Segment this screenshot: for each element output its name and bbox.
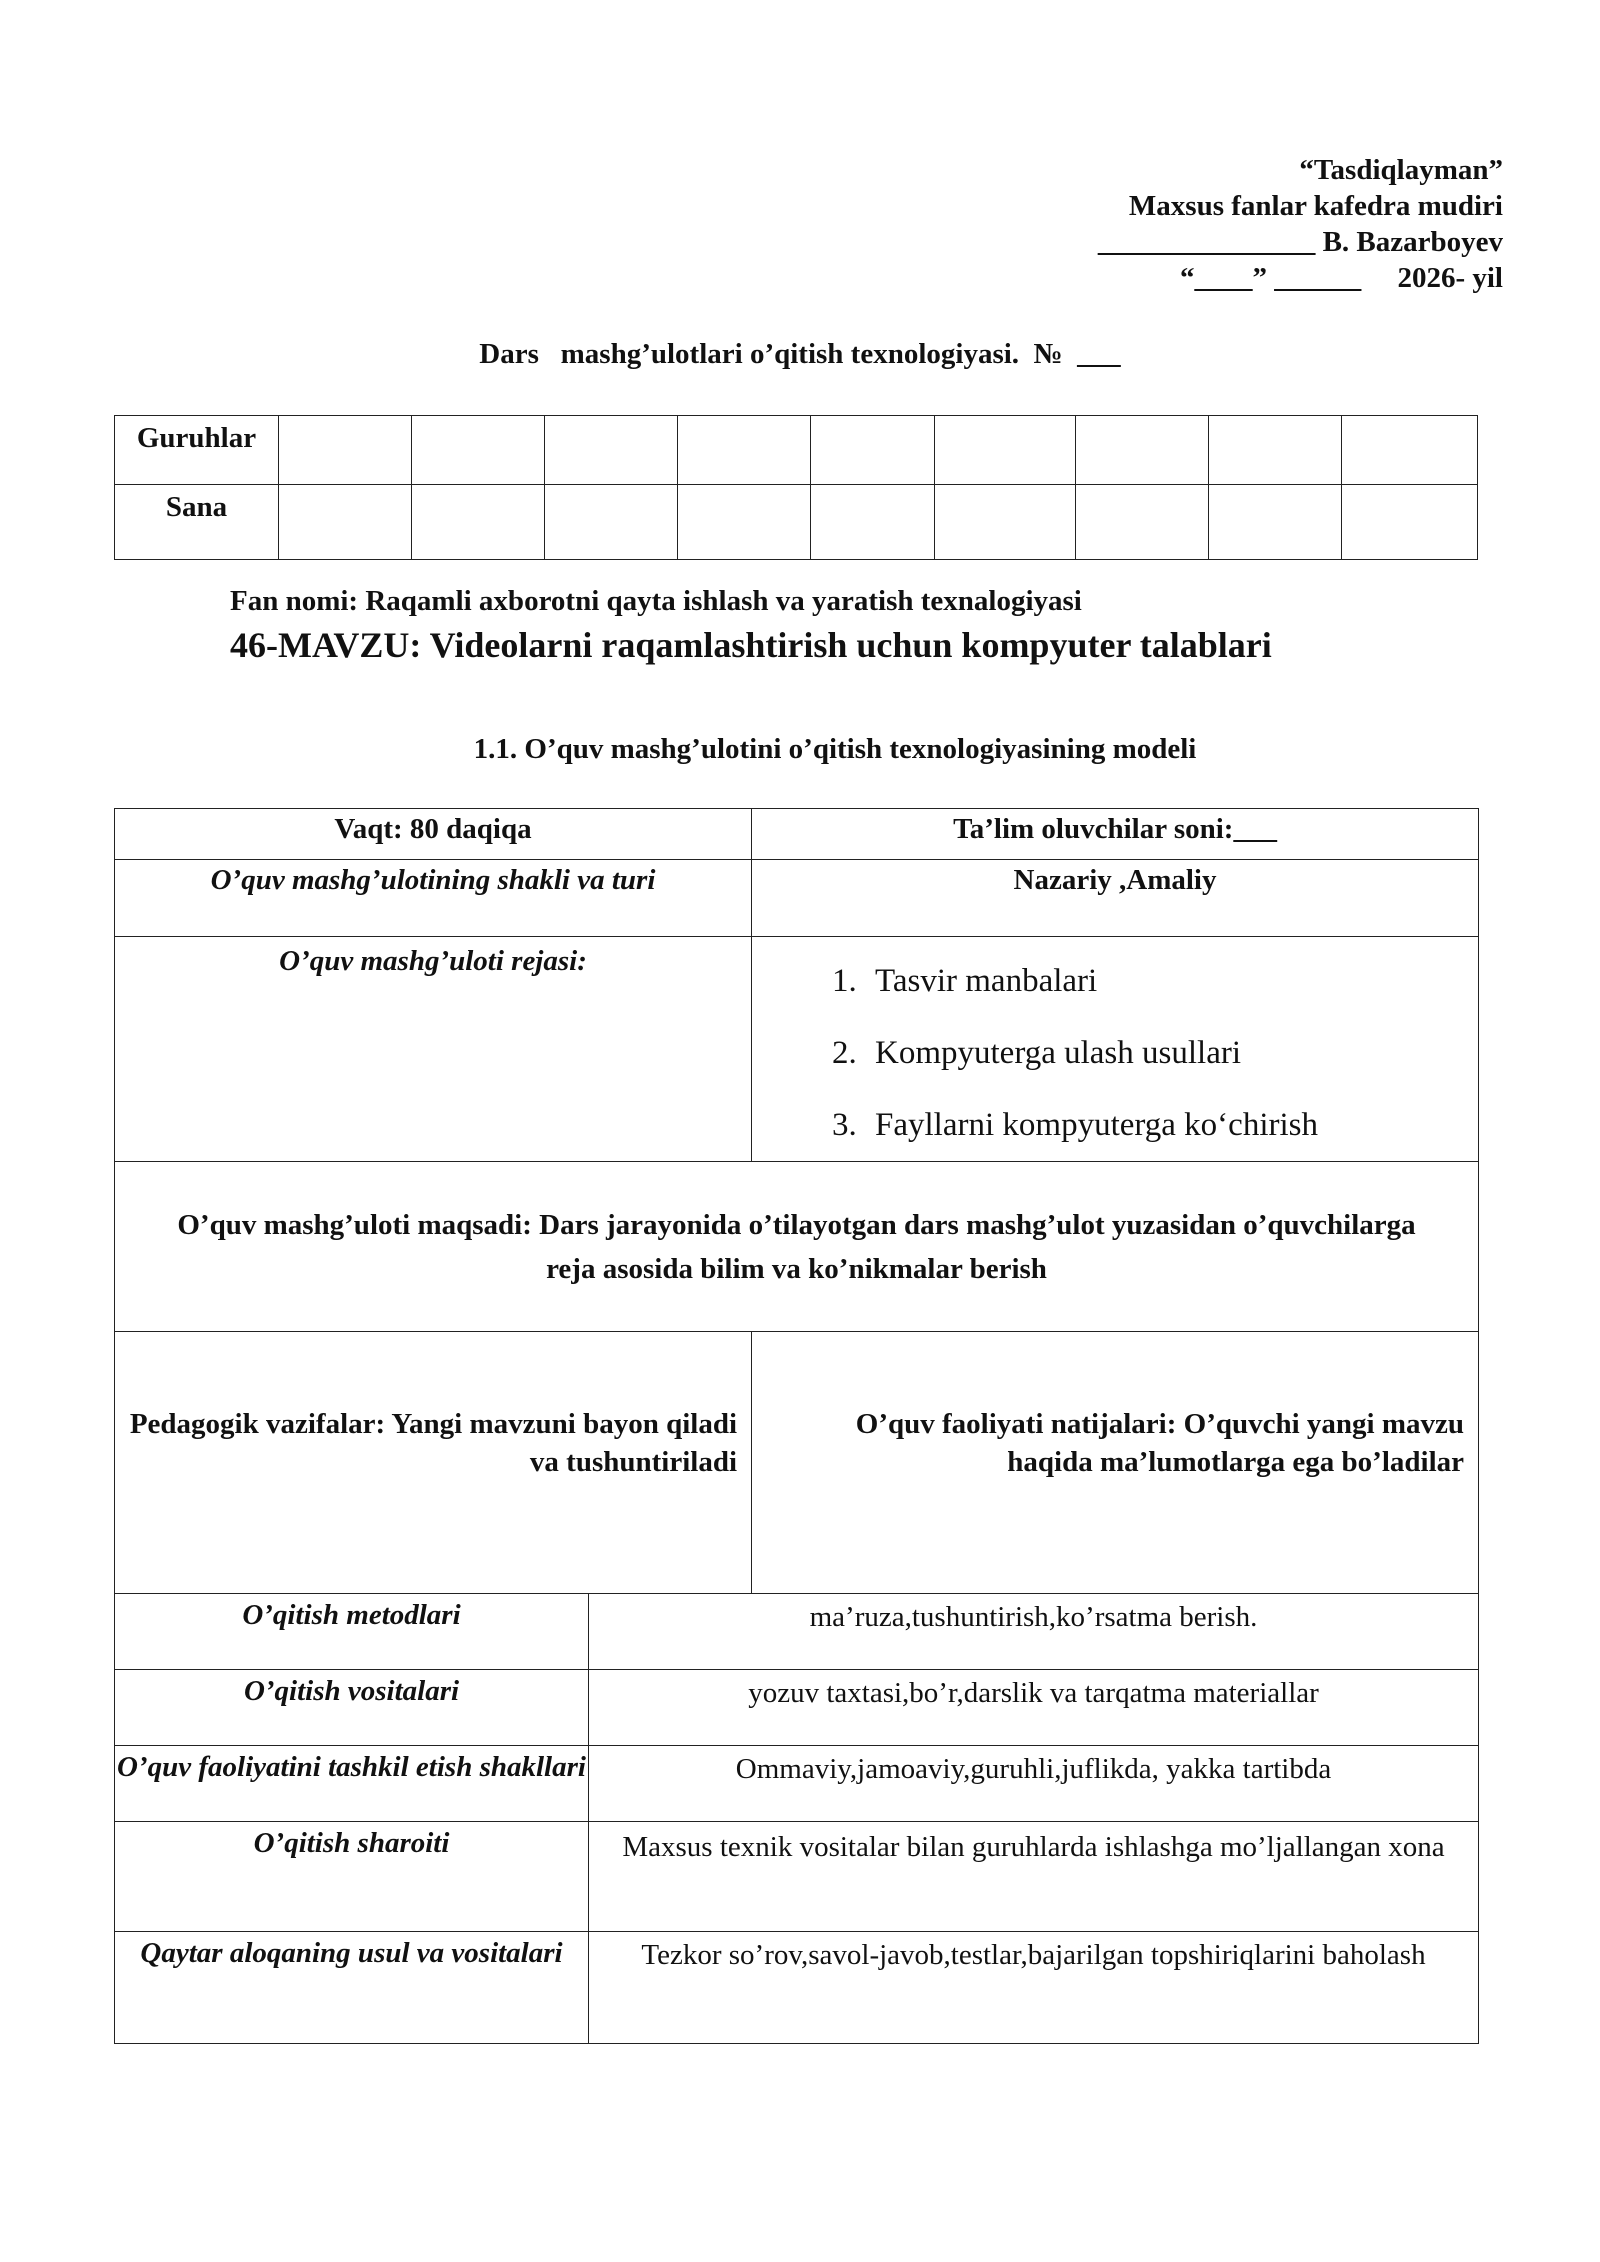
groups-cell <box>1209 416 1342 485</box>
date-cell <box>411 485 544 560</box>
groups-cell <box>677 416 810 485</box>
date-cell <box>935 485 1076 560</box>
organization-label: O’quv faoliyatini tashkil etish shakllari <box>115 1746 589 1822</box>
approval-signature: _______________ B. Bazarboyev <box>1097 226 1503 258</box>
date-cell <box>1209 485 1342 560</box>
pedagogical-tasks: Pedagogik vazifalar: Yangi mavzuni bayon qiladi va tushuntiriladi <box>115 1332 752 1594</box>
subject-name: Fan nomi: Raqamli axborotni qayta ishlash va yaratish texnalogiyasi <box>230 585 1082 617</box>
date-cell <box>1076 485 1209 560</box>
plan-cell <box>752 937 1479 1162</box>
plan-item: 1. Tasvir manbalari <box>865 945 1478 1017</box>
approval-title: “Tasdiqlayman” <box>1299 154 1503 186</box>
date-cell <box>544 485 677 560</box>
form-value: Nazariy ,Amaliy <box>752 860 1479 937</box>
document-title: Dars mashg’ulotlari o’qitish texnologiyasi. № ___ <box>479 338 1121 370</box>
approval-date: “____” ______ 2026- yil <box>1179 262 1503 294</box>
methods-label: O’qitish metodlari <box>115 1594 589 1670</box>
form-label: O’quv mashg’ulotining shakli va turi <box>115 860 752 937</box>
plan-item: 2. Kompyuterga ulash usullari <box>865 1017 1478 1089</box>
plan-item: 3. Fayllarni kompyuterga ko‘chirish <box>865 1089 1478 1161</box>
section-title: 1.1. O’quv mashg’ulotini o’qitish texnologiyasining modeli <box>473 733 1197 765</box>
organization-value: Ommaviy,jamoaviy,guruhli,juflikda, yakka tartibda <box>589 1746 1479 1822</box>
tools-value: yozuv taxtasi,bo’r,darslik va tarqatma materiallar <box>589 1670 1479 1746</box>
date-cell <box>1342 485 1478 560</box>
date-cell <box>677 485 810 560</box>
learning-outcomes: O’quv faoliyati natijalari: O’quvchi yangi mavzu haqida ma’lumotlarga ega bo’ladilar <box>752 1332 1479 1594</box>
students-cell: Ta’lim oluvchilar soni:___ <box>752 809 1479 860</box>
plan-list <box>752 945 1478 1161</box>
lesson-goal: O’quv mashg’uloti maqsadi: Dars jarayonida o’tilayotgan dars mashg’ulot yuzasidan o’quvchilarga reja asosida bilim va ko’nikmalar berish <box>115 1162 1479 1332</box>
groups-cell <box>935 416 1076 485</box>
plan-label: O’quv mashg’uloti rejasi: <box>115 937 752 1162</box>
conditions-value: Maxsus texnik vositalar bilan guruhlarda ishlashga mo’ljallangan xona <box>589 1822 1479 1932</box>
topic-title: 46-MAVZU: Videolarni raqamlashtirish uchun kompyuter talablari <box>230 625 1272 665</box>
groups-cell <box>1342 416 1478 485</box>
date-cell <box>278 485 411 560</box>
tools-label: O’qitish vositalari <box>115 1670 589 1746</box>
feedback-label: Qaytar aloqaning usul va vositalari <box>115 1932 589 2044</box>
groups-cell <box>1076 416 1209 485</box>
time-cell: Vaqt: 80 daqiqa <box>115 809 752 860</box>
conditions-label: O’qitish sharoiti <box>115 1822 589 1932</box>
lesson-model-table <box>114 808 1479 2044</box>
groups-table <box>114 415 1478 560</box>
feedback-value: Tezkor so’rov,savol-javob,testlar,bajarilgan topshiriqlarini baholash <box>589 1932 1479 2044</box>
date-label: Sana <box>115 485 279 560</box>
date-cell <box>810 485 935 560</box>
approval-block <box>1098 152 1503 296</box>
groups-cell <box>544 416 677 485</box>
groups-cell <box>810 416 935 485</box>
methods-value: ma’ruza,tushuntirish,ko’rsatma berish. <box>589 1594 1479 1670</box>
groups-cell <box>278 416 411 485</box>
groups-cell <box>411 416 544 485</box>
groups-label: Guruhlar <box>115 416 279 485</box>
approval-position: Maxsus fanlar kafedra mudiri <box>1128 190 1503 222</box>
